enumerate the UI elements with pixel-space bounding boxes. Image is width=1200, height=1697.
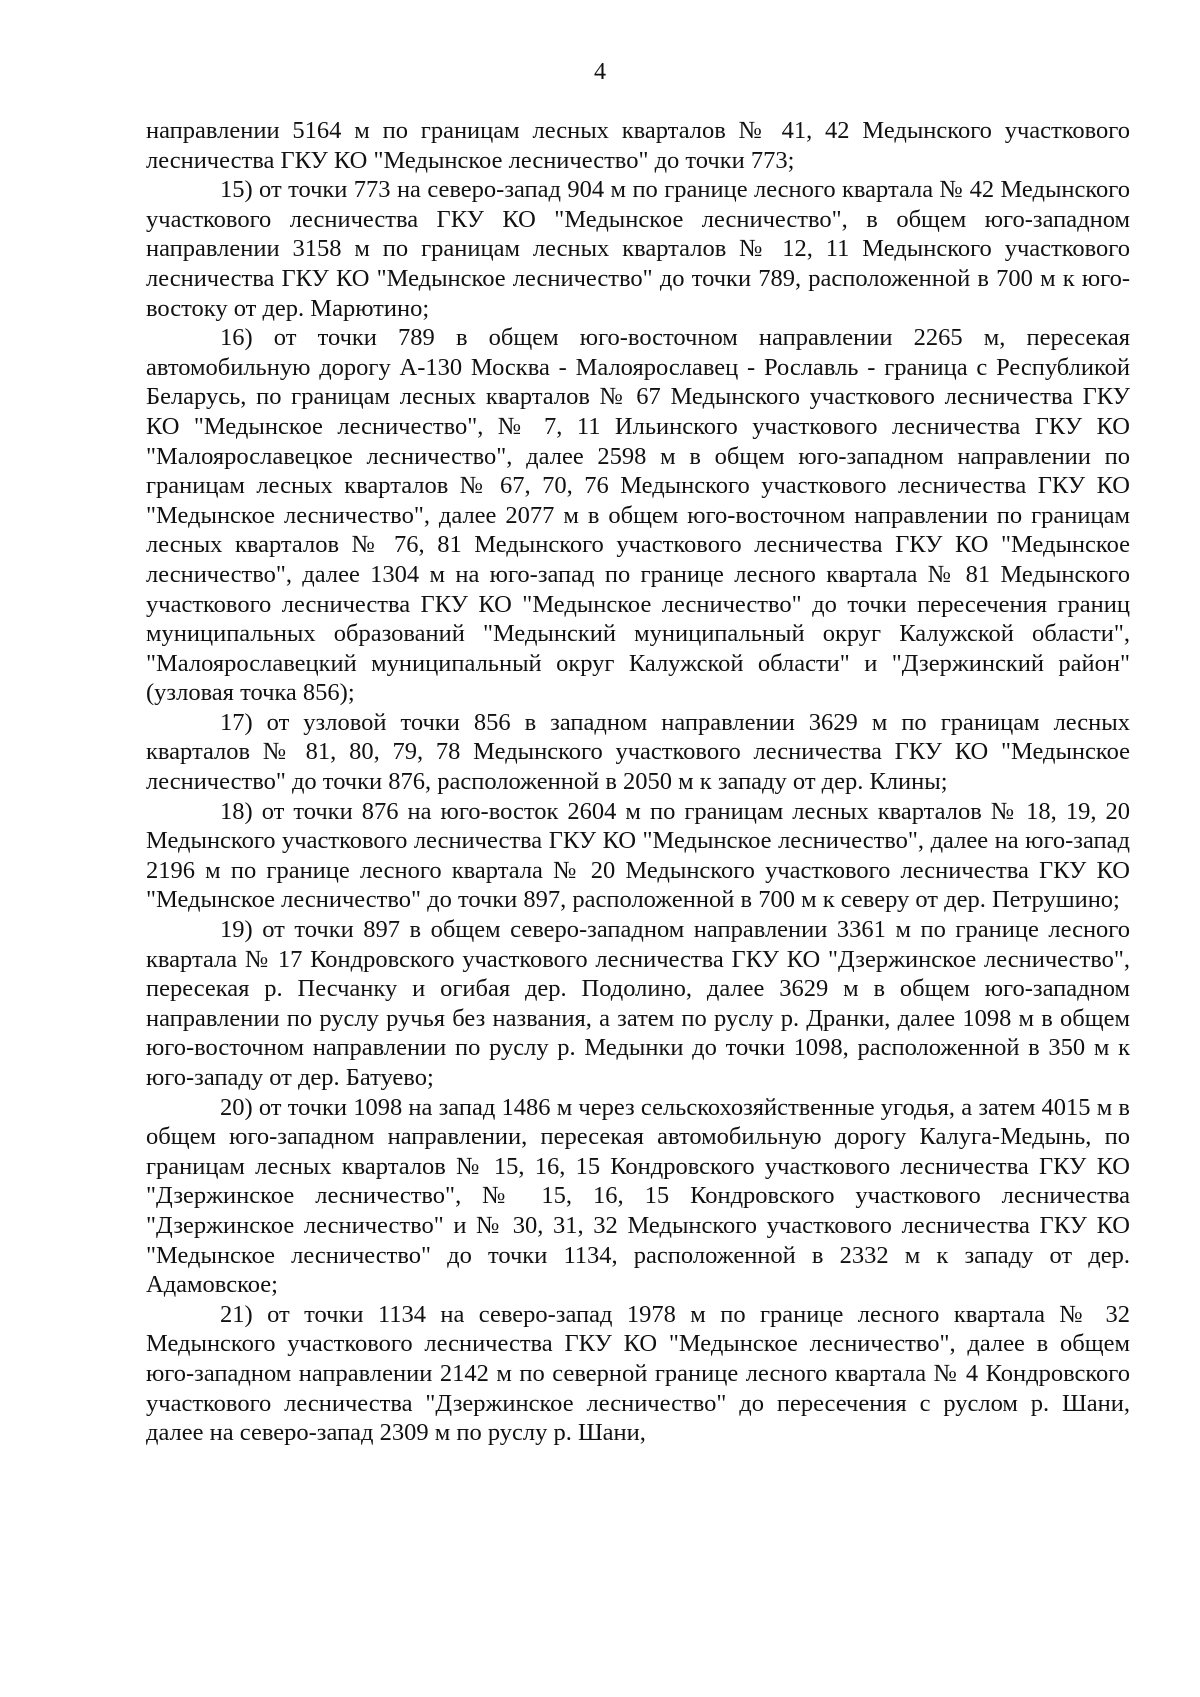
paragraph-item-21: 21) от точки 1134 на северо-запад 1978 м по границе лесного квартала № 32 Медынского участкового лесничества ГКУ КО "Медынское лесничество", далее в общем юго-западном направлении 2142 м по северной границе лесного квартала № 4 Кондровского участкового лесничества "Дзержинское лесничество" до пересечения с руслом р. Шани, далее на северо-запад 2309 м по руслу р. Шани, — [146, 1300, 1130, 1447]
paragraph-item-18: 18) от точки 876 на юго-восток 2604 м по границам лесных кварталов № 18, 19, 20 Медынского участкового лесничества ГКУ КО "Медынское лесничество", далее на юго-запад 2196 м по границе лесного квартала № 20 Медынского участкового лесничества ГКУ КО "Медынское лесничество" до точки 897, расположенной в 700 м к северу от дер. Петрушино; — [146, 797, 1130, 914]
document-body — [146, 116, 1130, 1448]
paragraph-continuation: направлении 5164 м по границам лесных кварталов № 41, 42 Медынского участкового лесничества ГКУ КО "Медынское лесничество" до точки 773; — [146, 117, 1130, 174]
paragraph-item-19: 19) от точки 897 в общем северо-западном направлении 3361 м по границе лесного квартала № 17 Кондровского участкового лесничества ГКУ КО "Дзержинское лесничество", пересекая р. Песчанку и огибая дер. Подолино, далее 3629 м в общем юго-западном направлении по руслу ручья без названия, а затем по руслу р. Дранки, далее 1098 м в общем юго-восточном направлении по руслу р. Медынки до точки 1098, расположенной в 350 м к юго-западу от дер. Батуево; — [146, 916, 1130, 1091]
page-number: 4 — [594, 59, 606, 85]
paragraph-item-17: 17) от узловой точки 856 в западном направлении 3629 м по границам лесных кварталов № 81, 80, 79, 78 Медынского участкового лесничества ГКУ КО "Медынское лесничество" до точки 876, расположенной в 2050 м к западу от дер. Клины; — [146, 708, 1130, 796]
paragraph-item-15: 15) от точки 773 на северо-запад 904 м по границе лесного квартала № 42 Медынского участкового лесничества ГКУ КО "Медынское лесничество", в общем юго-западном направлении 3158 м по границам лесных кварталов № 12, 11 Медынского участкового лесничества ГКУ КО "Медынское лесничество" до точки 789, расположенной в 700 м к юго-востоку от дер. Марютино; — [146, 176, 1130, 322]
paragraph-item-16: 16) от точки 789 в общем юго-восточном направлении 2265 м, пересекая автомобильную дорогу А-130 Москва - Малоярославец - Рославль - граница с Республикой Беларусь, по границам лесных кварталов № 67 Медынского участкового лесничества ГКУ КО "Медынское лесничество", № 7, 11 Ильинского участкового лесничества ГКУ КО "Малоярославецкое лесничество", далее 2598 м в общем юго-западном направлении по границам лесных кварталов № 67, 70, 76 Медынского участкового лесничества ГКУ КО "Медынское лесничество", далее 2077 м в общем юго-восточном направлении по границам лесных кварталов № 76, 81 Медынского участкового лесничества ГКУ КО "Медынское лесничество", далее 1304 м на юго-запад по границе лесного квартала № 81 Медынского участкового лесничества ГКУ КО "Медынское лесничество" до точки пересечения границ муниципальных образований "Медынский муниципальный округ Калужской области", "Малоярославецкий муниципальный округ Калужской области" и "Дзержинский район" (узловая точка 856); — [146, 324, 1130, 707]
paragraph-item-20: 20) от точки 1098 на запад 1486 м через сельскохозяйственные угодья, а затем 4015 м в общем юго-западном направлении, пересекая автомобильную дорогу Калуга-Медынь, по границам лесных кварталов № 15, 16, 15 Кондровского участкового лесничества ГКУ КО "Дзержинское лесничество", № 15, 16, 15 Кондровского участкового лесничества "Дзержинское лесничество" и № 30, 31, 32 Медынского участкового лесничества ГКУ КО "Медынское лесничество" до точки 1134, расположенной в 2332 м к западу от дер. Адамовское; — [146, 1093, 1130, 1299]
